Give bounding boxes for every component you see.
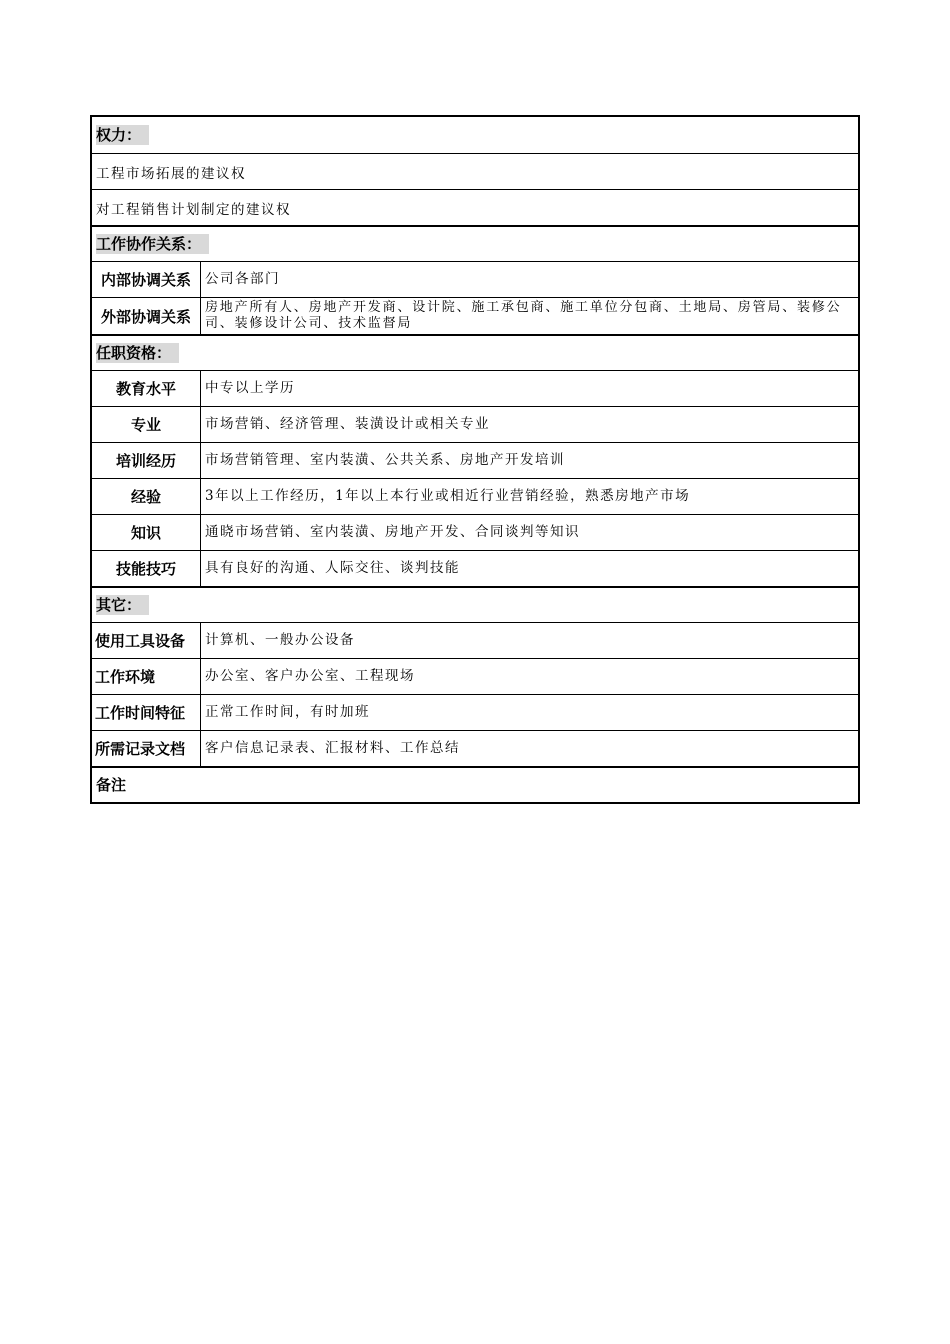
qualification-key: 专业 bbox=[92, 407, 201, 442]
relations-header-row bbox=[92, 225, 858, 261]
other-key: 工作时间特征 bbox=[92, 695, 201, 730]
authority-item-row bbox=[92, 153, 858, 189]
qualification-key: 经验 bbox=[92, 479, 201, 514]
qualification-row bbox=[92, 370, 858, 406]
other-header-row bbox=[92, 586, 858, 622]
other-section-label: 其它： bbox=[96, 595, 149, 615]
other-row bbox=[92, 694, 858, 730]
relations-value: 公司各部门 bbox=[205, 271, 280, 287]
qualification-value: 通晓市场营销、室内装潢、房地产开发、合同谈判等知识 bbox=[205, 524, 580, 540]
relations-key: 外部协调关系 bbox=[92, 298, 201, 334]
qualification-key: 培训经历 bbox=[92, 443, 201, 478]
qualification-value: 3年以上工作经历，1年以上本行业或相近行业营销经验，熟悉房地产市场 bbox=[205, 488, 691, 504]
qualification-key: 知识 bbox=[92, 515, 201, 550]
other-value: 计算机、一般办公设备 bbox=[205, 632, 355, 648]
authority-item-row bbox=[92, 189, 858, 225]
relations-value: 房地产所有人、房地产开发商、设计院、施工承包商、施工单位分包商、土地局、房管局、装修公司、装修设计公司、技术监督局 bbox=[205, 300, 842, 331]
qualification-row bbox=[92, 514, 858, 550]
qualification-key: 教育水平 bbox=[92, 371, 201, 406]
other-row bbox=[92, 658, 858, 694]
qualification-value: 具有良好的沟通、人际交往、谈判技能 bbox=[205, 560, 460, 576]
other-key: 使用工具设备 bbox=[92, 623, 201, 658]
other-value: 办公室、客户办公室、工程现场 bbox=[205, 668, 415, 684]
other-key: 工作环境 bbox=[92, 659, 201, 694]
other-row bbox=[92, 730, 858, 766]
qualification-value: 市场营销管理、室内装潢、公共关系、房地产开发培训 bbox=[205, 452, 565, 468]
authority-item: 工程市场拓展的建议权 bbox=[96, 165, 246, 182]
authority-header-row bbox=[92, 117, 858, 153]
other-row bbox=[92, 622, 858, 658]
relations-row bbox=[92, 297, 858, 334]
qualification-key: 技能技巧 bbox=[92, 551, 201, 586]
authority-item: 对工程销售计划制定的建议权 bbox=[96, 201, 291, 218]
qualification-row bbox=[92, 406, 858, 442]
other-value: 正常工作时间，有时加班 bbox=[205, 704, 370, 720]
qualifications-header-row bbox=[92, 334, 858, 370]
job-description-table bbox=[90, 115, 860, 804]
authority-section-label: 权力： bbox=[96, 125, 149, 145]
qualification-value: 市场营销、经济管理、装潢设计或相关专业 bbox=[205, 416, 490, 432]
other-key: 所需记录文档 bbox=[92, 731, 201, 766]
relations-section-label: 工作协作关系： bbox=[96, 234, 209, 254]
remarks-label: 备注 bbox=[96, 776, 127, 794]
qualification-row bbox=[92, 550, 858, 586]
qualification-row bbox=[92, 442, 858, 478]
qualification-row bbox=[92, 478, 858, 514]
qualification-value: 中专以上学历 bbox=[205, 380, 295, 396]
relations-key: 内部协调关系 bbox=[92, 262, 201, 297]
other-value: 客户信息记录表、汇报材料、工作总结 bbox=[205, 740, 460, 756]
remarks-row bbox=[92, 766, 858, 802]
qualifications-section-label: 任职资格： bbox=[96, 343, 179, 363]
relations-row bbox=[92, 261, 858, 297]
